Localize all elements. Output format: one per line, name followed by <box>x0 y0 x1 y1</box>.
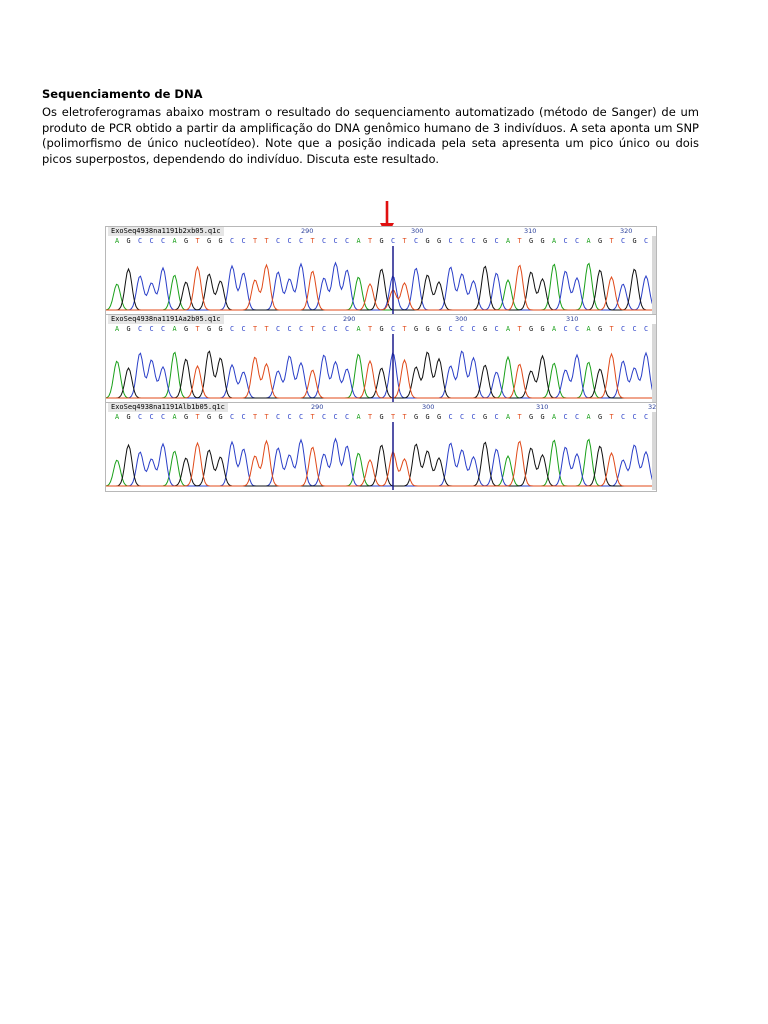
base-call: C <box>344 325 350 333</box>
base-call: C <box>321 237 327 245</box>
base-call: C <box>137 237 143 245</box>
base-call: T <box>402 237 407 245</box>
base-call: C <box>459 325 465 333</box>
base-call: G <box>218 237 223 245</box>
base-call: C <box>344 413 350 421</box>
base-call: C <box>287 413 292 421</box>
base-call: C <box>275 325 281 333</box>
base-call: G <box>379 413 384 421</box>
base-call: G <box>425 237 430 245</box>
base-calls <box>109 325 655 334</box>
base-call: C <box>241 325 246 333</box>
base-call: A <box>586 413 591 421</box>
base-call: A <box>172 413 177 421</box>
base-call: T <box>517 325 522 333</box>
base-call: C <box>643 325 649 333</box>
base-call: G <box>528 325 534 333</box>
base-call: A <box>551 413 557 421</box>
position-label: 310 <box>536 403 549 411</box>
base-call: G <box>597 237 603 245</box>
base-call: C <box>160 237 166 245</box>
trace-g <box>106 267 657 311</box>
trace-g <box>106 443 657 487</box>
base-call: C <box>448 413 453 421</box>
base-call: C <box>229 413 235 421</box>
base-call: C <box>275 237 281 245</box>
sample-label: ExoSeq4938na1191Alb1b05.q1c <box>108 403 228 412</box>
base-call: C <box>632 413 637 421</box>
base-call: T <box>609 325 614 333</box>
base-call: T <box>195 413 200 421</box>
base-call: T <box>367 237 373 245</box>
base-call: A <box>586 237 591 245</box>
base-call: C <box>471 237 476 245</box>
base-call: C <box>149 325 154 333</box>
base-call: T <box>252 237 258 245</box>
base-call: C <box>298 237 304 245</box>
sample-label: ExoSeq4938na1191Aa2b05.q1c <box>108 315 224 324</box>
base-call: T <box>195 237 200 245</box>
base-call: G <box>206 413 212 421</box>
base-call: C <box>620 237 626 245</box>
position-label: 300 <box>411 227 424 235</box>
base-call: A <box>114 413 120 421</box>
base-call: C <box>413 237 419 245</box>
base-call: G <box>425 325 430 333</box>
base-call: C <box>643 237 649 245</box>
base-call: G <box>436 237 442 245</box>
base-call: G <box>540 237 545 245</box>
base-call: C <box>574 413 580 421</box>
base-call: A <box>551 325 557 333</box>
scrollbar[interactable] <box>652 236 656 314</box>
base-call: C <box>287 325 292 333</box>
base-call: C <box>471 413 476 421</box>
base-call: C <box>620 325 626 333</box>
position-label: 300 <box>455 315 468 323</box>
base-call: G <box>126 325 131 333</box>
base-call: T <box>609 237 614 245</box>
base-call: C <box>471 325 476 333</box>
chromatogram-trace <box>106 422 657 490</box>
position-label: 290 <box>301 227 314 235</box>
base-call: C <box>137 325 143 333</box>
base-call: C <box>298 413 304 421</box>
position-label: 310 <box>524 227 537 235</box>
base-call: G <box>206 237 212 245</box>
base-call: C <box>344 237 350 245</box>
trace-g <box>106 351 657 398</box>
base-call: G <box>436 413 442 421</box>
base-call: C <box>333 237 338 245</box>
base-call: C <box>390 237 396 245</box>
scrollbar[interactable] <box>652 412 656 490</box>
base-call: C <box>563 413 568 421</box>
base-call: C <box>149 237 154 245</box>
position-label: 310 <box>566 315 579 323</box>
document-body <box>42 86 699 167</box>
base-call: G <box>218 325 223 333</box>
base-call: G <box>482 237 488 245</box>
base-call: T <box>517 413 522 421</box>
base-call: G <box>425 413 430 421</box>
base-call: C <box>321 413 327 421</box>
base-call: G <box>528 413 534 421</box>
electropherogram-figure <box>105 201 657 486</box>
base-call: T <box>402 413 407 421</box>
base-call: C <box>574 237 580 245</box>
base-call: C <box>241 237 246 245</box>
base-call: T <box>252 413 258 421</box>
base-call: A <box>551 237 557 245</box>
base-call: C <box>275 413 281 421</box>
base-call: G <box>436 325 442 333</box>
base-call: C <box>229 325 235 333</box>
trace-c <box>106 351 657 398</box>
base-call: G <box>597 325 603 333</box>
position-label: 32 <box>648 403 657 411</box>
document-paragraph: Os eletroferogramas abaixo mostram o resultado do sequenciamento automatizado (método de Sanger) de um produto de PCR obtido a partir da amplificação do DNA genômico humano de 3 indivíduos. A seta aponta um SNP (polimorfismo de único nucleotídeo). Note que a posição indicada pela seta apresenta um pico único ou dois picos superpostos, dependendo do indivíduo. Discuta este resultado. <box>42 105 699 166</box>
base-call: T <box>264 237 269 245</box>
electropherogram-panel-1 <box>105 226 657 316</box>
base-call: G <box>183 413 189 421</box>
base-call: C <box>448 237 453 245</box>
sample-label: ExoSeq4938na1191b2xb05.q1c <box>108 227 224 236</box>
base-call: C <box>229 237 235 245</box>
base-call: T <box>252 325 258 333</box>
base-call: T <box>264 325 269 333</box>
panel-header <box>106 403 656 412</box>
base-call: G <box>597 413 603 421</box>
base-call: G <box>379 237 384 245</box>
base-call: A <box>356 325 361 333</box>
base-call: C <box>333 413 338 421</box>
position-label: 300 <box>422 403 435 411</box>
base-call: C <box>494 413 499 421</box>
base-call: A <box>356 413 361 421</box>
base-calls <box>109 237 655 246</box>
base-call: C <box>241 413 246 421</box>
base-call: G <box>379 325 384 333</box>
trace-t <box>106 354 657 398</box>
base-call: C <box>333 325 338 333</box>
trace-a <box>106 353 657 399</box>
base-call: G <box>540 325 545 333</box>
base-call: A <box>505 325 511 333</box>
base-call: C <box>298 325 304 333</box>
base-call: C <box>494 325 499 333</box>
base-call: T <box>367 413 373 421</box>
scrollbar[interactable] <box>652 324 656 402</box>
base-call: G <box>206 325 212 333</box>
base-call: C <box>494 237 499 245</box>
base-call: T <box>195 325 200 333</box>
position-label: 320 <box>620 227 633 235</box>
base-call: G <box>126 237 131 245</box>
base-call: C <box>643 413 649 421</box>
electropherogram-panel-3 <box>105 402 657 492</box>
chromatogram-trace <box>106 246 657 314</box>
base-call: G <box>632 237 637 245</box>
base-call: G <box>413 325 419 333</box>
base-call: C <box>390 325 396 333</box>
base-call: G <box>482 325 488 333</box>
base-call: C <box>459 237 465 245</box>
base-call: T <box>609 413 614 421</box>
base-call: A <box>114 325 120 333</box>
base-call: C <box>160 325 166 333</box>
base-call: C <box>620 413 626 421</box>
base-call: C <box>563 325 568 333</box>
base-call: G <box>413 413 419 421</box>
base-call: G <box>540 413 545 421</box>
base-call: C <box>149 413 154 421</box>
base-call: C <box>632 325 637 333</box>
base-calls <box>109 413 655 422</box>
document-title: Sequenciamento de DNA <box>42 87 203 101</box>
base-call: T <box>264 413 269 421</box>
base-call: G <box>218 413 223 421</box>
base-call: A <box>586 325 591 333</box>
base-call: T <box>367 325 373 333</box>
chromatogram-trace <box>106 334 657 402</box>
position-label: 290 <box>311 403 324 411</box>
base-call: A <box>505 413 511 421</box>
panel-header <box>106 227 656 236</box>
base-call: C <box>321 325 327 333</box>
base-call: A <box>172 237 177 245</box>
base-call: C <box>160 413 166 421</box>
base-call: A <box>356 237 361 245</box>
electropherogram-panel-2 <box>105 314 657 404</box>
base-call: T <box>310 413 315 421</box>
base-call: A <box>172 325 177 333</box>
base-call: C <box>287 237 292 245</box>
base-call: T <box>402 325 407 333</box>
base-call: G <box>126 413 131 421</box>
base-call: C <box>459 413 465 421</box>
base-call: T <box>310 325 315 333</box>
base-call: G <box>183 237 189 245</box>
base-call: T <box>517 237 522 245</box>
base-call: G <box>183 325 189 333</box>
base-call: T <box>390 413 396 421</box>
base-call: A <box>114 237 120 245</box>
base-call: A <box>505 237 511 245</box>
position-label: 290 <box>343 315 356 323</box>
base-call: G <box>528 237 534 245</box>
base-call: G <box>482 413 488 421</box>
base-call: C <box>448 325 453 333</box>
base-call: C <box>574 325 580 333</box>
base-call: C <box>563 237 568 245</box>
panel-header <box>106 315 656 324</box>
base-call: C <box>137 413 143 421</box>
base-call: T <box>310 237 315 245</box>
